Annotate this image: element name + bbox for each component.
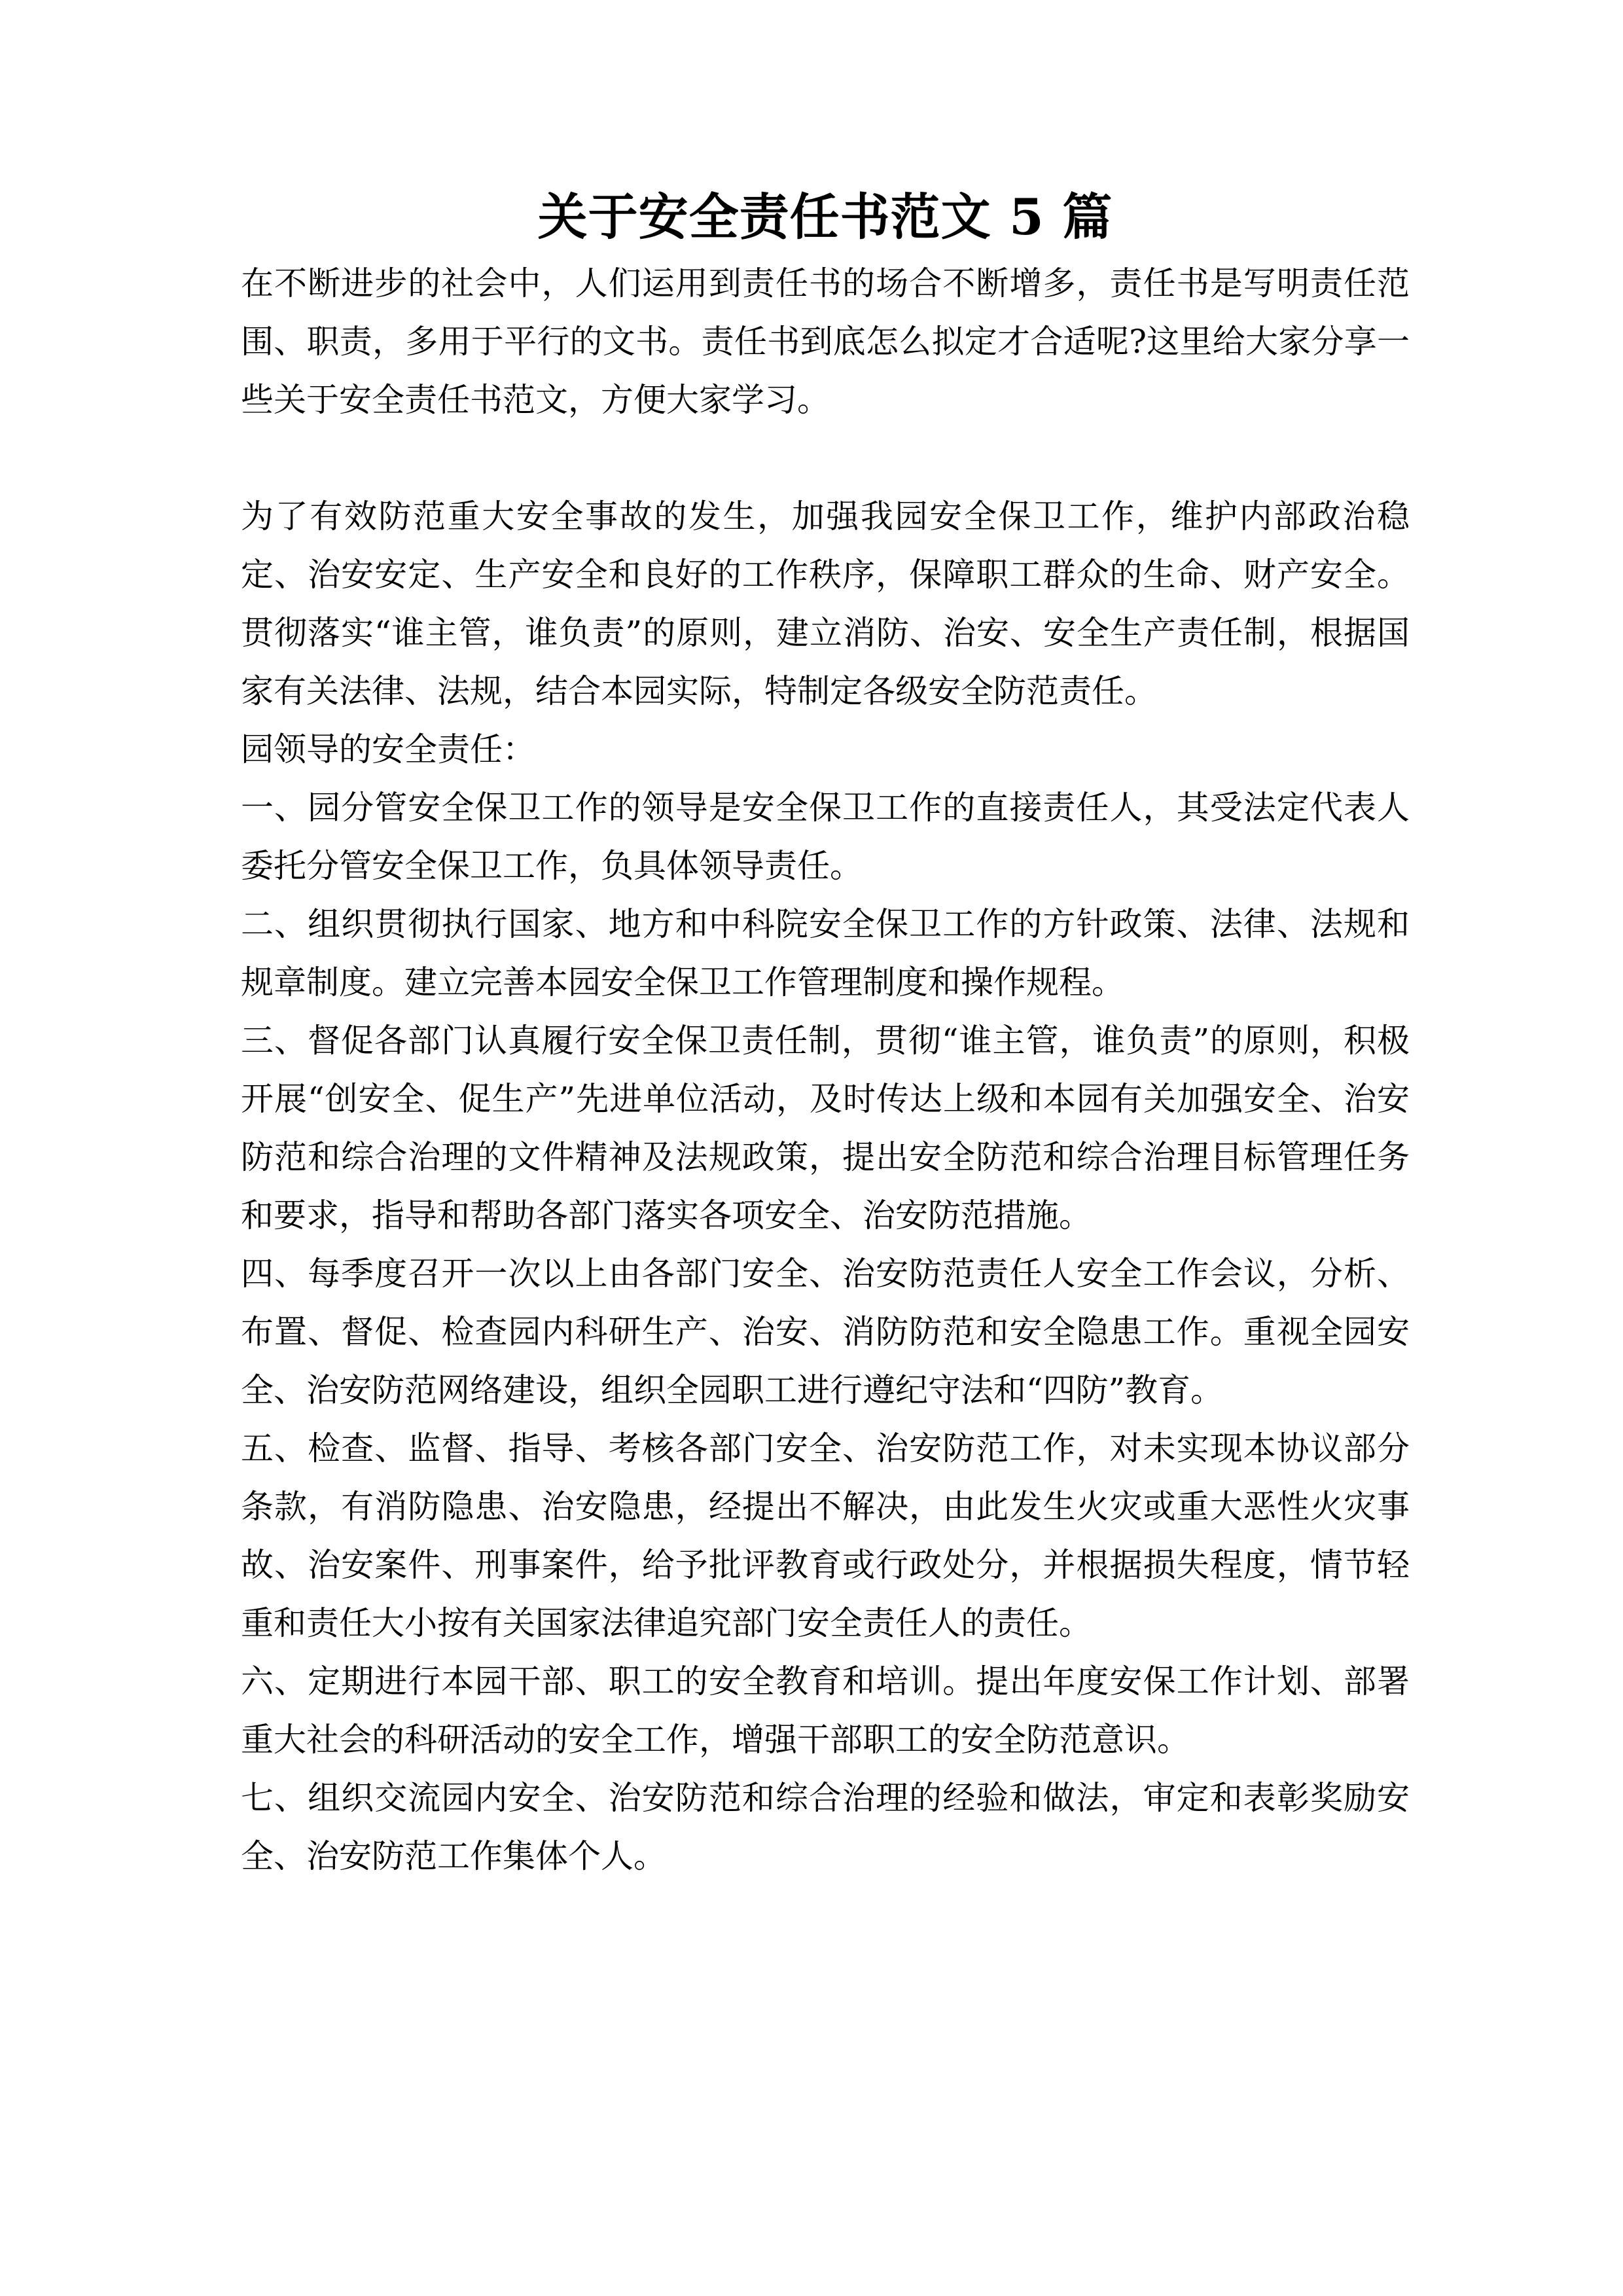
responsibility-item-6: 六、定期进行本园干部、职工的安全教育和培训。提出年度安保工作计划、部署重大社会的科研活动的安全工作，增强干部职工的安全防范意识。 [241,1662,1410,1759]
responsibility-item-3: 三、督促各部门认真履行安全保卫责任制，贯彻“谁主管，谁负责”的原则，积极开展“创安全、促生产”先进单位活动，及时传达上级和本园有关加强安全、治安防范和综合治理的文件精神及法规政策，提出安全防范和综合治理目标管理任务和要求，指导和帮助各部门落实各项安全、治安防范措施。 [241,1021,1410,1234]
paragraph-gap [241,429,1410,488]
document-content [241,0,1410,1886]
page-title: 关于安全责任书范文 5 篇 [537,188,1113,246]
responsibility-item-7: 七、组织交流园内安全、治安防范和综合治理的经验和做法，审定和表彰奖励安全、治安防范工作集体个人。 [241,1778,1410,1875]
intro-paragraph: 在不断进步的社会中，人们运用到责任书的场合不断增多，责任书是写明责任范围、职责，多用于平行的文书。责任书到底怎么拟定才合适呢?这里给大家分享一些关于安全责任书范文，方便大家学习。 [241,264,1410,419]
responsibility-item-5: 五、检查、监督、指导、考核各部门安全、治安防范工作，对未实现本协议部分条款，有消防隐患、治安隐患，经提出不解决，由此发生火灾或重大恶性火灾事故、治安案件、刑事案件，给予批评教育或行政处分，并根据损失程度，情节轻重和责任大小按有关国家法律追究部门安全责任人的责任。 [241,1429,1410,1642]
responsibility-item-1: 一、园分管安全保卫工作的领导是安全保卫工作的直接责任人，其受法定代表人委托分管安全保卫工作，负具体领导责任。 [241,788,1410,885]
responsibility-item-2: 二、组织贯彻执行国家、地方和中科院安全保卫工作的方针政策、法律、法规和规章制度。建立完善本园安全保卫工作管理制度和操作规程。 [241,905,1410,1001]
responsibility-item-4: 四、每季度召开一次以上由各部门安全、治安防范责任人安全工作会议，分析、布置、督促、检查园内科研生产、治安、消防防范和安全隐患工作。重视全园安全、治安防范网络建设，组织全园职工进行遵纪守法和“四防”教育。 [241,1254,1410,1409]
section-heading-leader-responsibility: 园领导的安全责任： [241,730,535,768]
preamble-paragraph: 为了有效防范重大安全事故的发生，加强我园安全保卫工作，维护内部政治稳定、治安安定、生产安全和良好的工作秩序，保障职工群众的生命、财产安全。贯彻落实“谁主管，谁负责”的原则，建立消防、治安、安全生产责任制，根据国家有关法律、法规，结合本园实际，特制定各级安全防范责任。 [241,497,1410,710]
